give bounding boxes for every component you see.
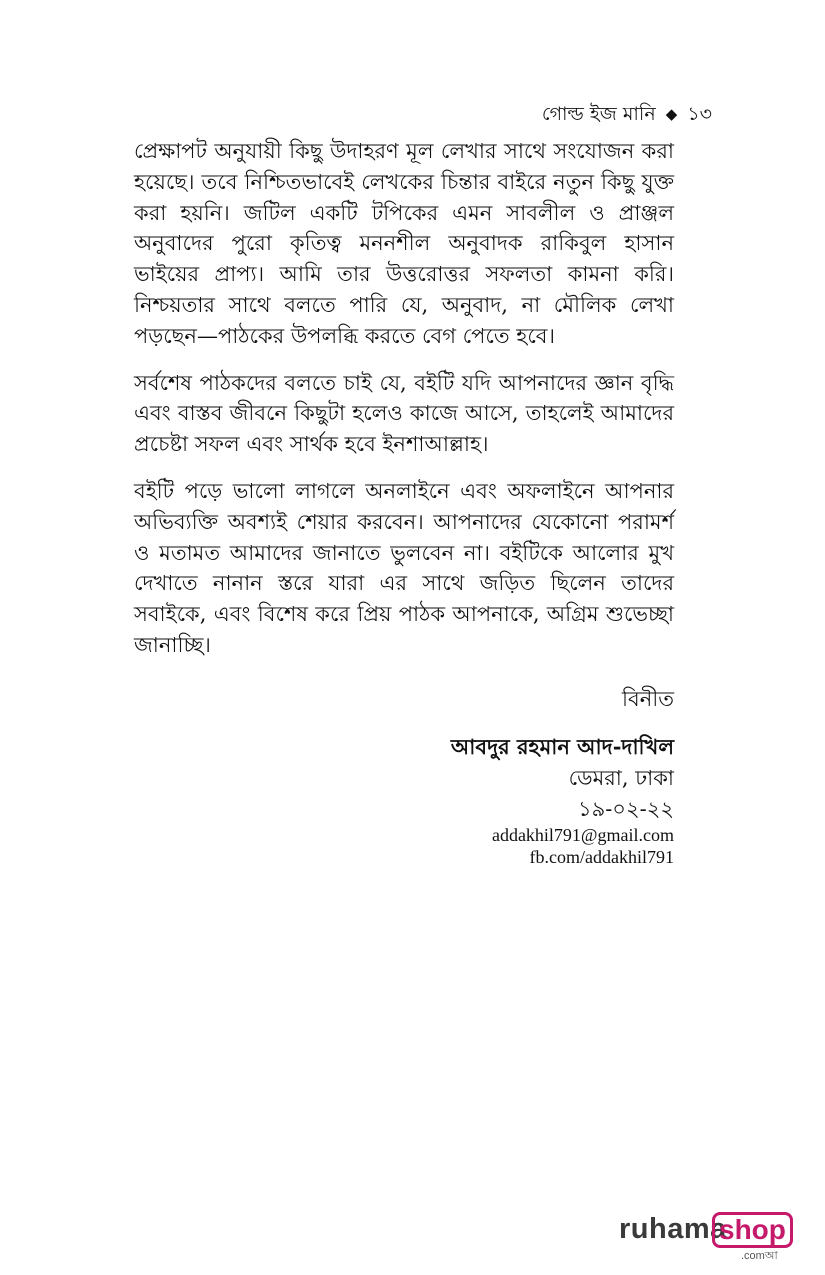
paragraph-2: সর্বশেষ পাঠকদের বলতে চাই যে, বইটি যদি আপনাদের জ্ঞান বৃদ্ধি এবং বাস্তব জীবনে কিছুটা হলেও কাজে আসে, তাহলেই আমাদের প্রচেষ্টা সফল এবং সার্থক হবে ইনশাআল্লাহ। [134, 370, 674, 457]
running-header [542, 100, 712, 132]
signature-date [0, 793, 674, 828]
paragraph-1: প্রেক্ষাপট অনুযায়ী কিছু উদাহরণ মূল লেখার সাথে সংযোজন করা হয়েছে। তবে নিশ্চিতভাবেই লেখকের চিন্তার বাইরে নতুন কিছু যুক্ত করা হয়নি। জটিল একটি টপিকের এমন সাবলীল ও প্রাঞ্জল অনুবাদের পুরো কৃতিত্ব মননশীল অনুবাদক রাকিবুল হাসান ভাইয়ের প্রাপ্য। আমি তার উত্তরোত্তর সফলতা কামনা করি। নিশ্চয়তার সাথে বলতে পারি যে, অনুবাদ, না মৌলিক লেখা পড়ছেন—পাঠকের উপলব্ধি করতে বেগ পেতে হবে। [134, 139, 674, 348]
author-place [0, 762, 674, 797]
author-name [0, 731, 674, 766]
closing-text: বিনীত [622, 687, 674, 711]
author-name-text: আবদুর রহমান আদ-দাখিল [450, 734, 674, 759]
author-facebook-text: fb.com/addakhil791 [529, 847, 674, 867]
logo-text-domain: .comআ [741, 1250, 778, 1262]
author-email [0, 825, 674, 846]
author-facebook [0, 847, 674, 868]
paragraph-3: বইটি পড়ে ভালো লাগলে অনলাইনে এবং অফলাইনে আপনার অভিব্যক্তি অবশ্যই শেয়ার করবেন। আপনাদের যেকোনো পরামর্শ ও মতামত আমাদের জানাতে ভুলবেন না। বইটিকে আলোর মুখ দেখাতে নানান স্তরে যারা এর সাথে জড়িত ছিলেন তাদের সবাইকে, এবং বিশেষ করে প্রিয় পাঠক আপনাকে, অগ্রিম শুভেচ্ছা জানাচ্ছি। [134, 478, 674, 657]
closing-word [0, 683, 674, 718]
book-title: গোল্ড ইজ মানি [541, 103, 656, 125]
signature-date-text: ১৯-০২-২২ [577, 797, 674, 821]
diamond-separator-icon: ◆ [665, 105, 678, 123]
page-number: ১৩ [687, 103, 712, 125]
logo-text-shop: shop [712, 1212, 793, 1248]
author-email-text: addakhil791@gmail.com [491, 825, 674, 845]
body-text [134, 136, 674, 677]
author-place-text: ডেমরা, ঢাকা [568, 766, 674, 790]
logo-text-ruhama: ruhama [619, 1213, 727, 1245]
